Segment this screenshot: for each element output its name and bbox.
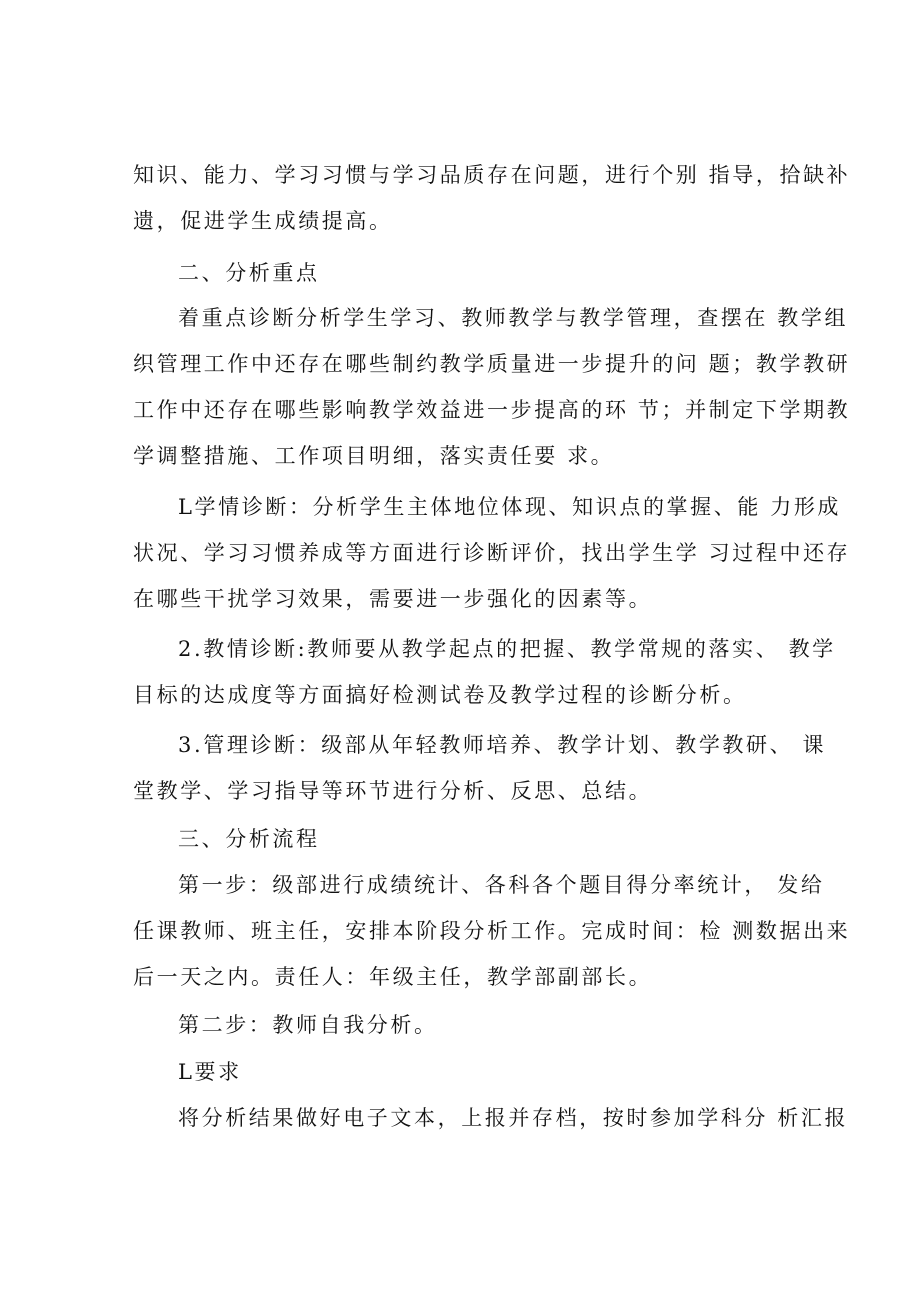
text-line: 织管理工作中还存在哪些制约教学质量进一步提升的问 题；教学教研 [133,352,851,376]
text-line: 第一步：级部进行成绩统计、各科各个题目得分率统计， 发给 [178,873,825,897]
text-line: 状况、学习习惯养成等方面进行诊断评价，找出学生学 习过程中还存 [133,541,851,565]
text-line: 堂教学、学习指导等环节进行分析、反思、总结。 [133,779,653,803]
text-line: 知识、能力、学习习惯与学习品质存在问题，进行个别 指导，拾缺补 [133,163,851,187]
text-line: 目标的达成度等方面搞好检测试卷及教学过程的诊断分析。 [133,683,747,707]
text-line: 2.教情诊断:教师要从教学起点的把握、教学常规的落实、 教学 [178,637,836,661]
text-line: 工作中还存在哪些影响教学效益进一步提高的环 节；并制定下学期教 [133,398,851,422]
text-line: 第二步：教师自我分析。 [178,1013,438,1037]
text-line: 任课教师、班主任，安排本阶段分析工作。完成时间：检 测数据出来 [133,919,851,943]
text-line: 3.管理诊断：级部从年轻教师培养、教学计划、教学教研、 课 [178,733,827,757]
section-heading: 二、分析重点 [178,261,320,285]
text-line: 后一天之内。责任人：年级主任，教学部副部长。 [133,965,653,989]
text-line: 将分析结果做好电子文本，上报并存档，按时参加学科分 析汇报 [178,1106,849,1130]
text-line: L学情诊断：分析学生主体地位体现、知识点的掌握、能 力形成 [178,495,842,519]
text-line: 着重点诊断分析学生学习、教师教学与教学管理，查摆在 教学组 [178,306,849,330]
text-line: 遗，促进学生成绩提高。 [133,209,393,233]
section-heading: 三、分析流程 [178,827,320,851]
text-line: 在哪些干扰学习效果，需要进一步强化的因素等。 [133,587,653,611]
text-line: 学调整措施、工作项目明细，落实责任要 求。 [133,444,615,468]
text-line: L要求 [178,1060,242,1084]
